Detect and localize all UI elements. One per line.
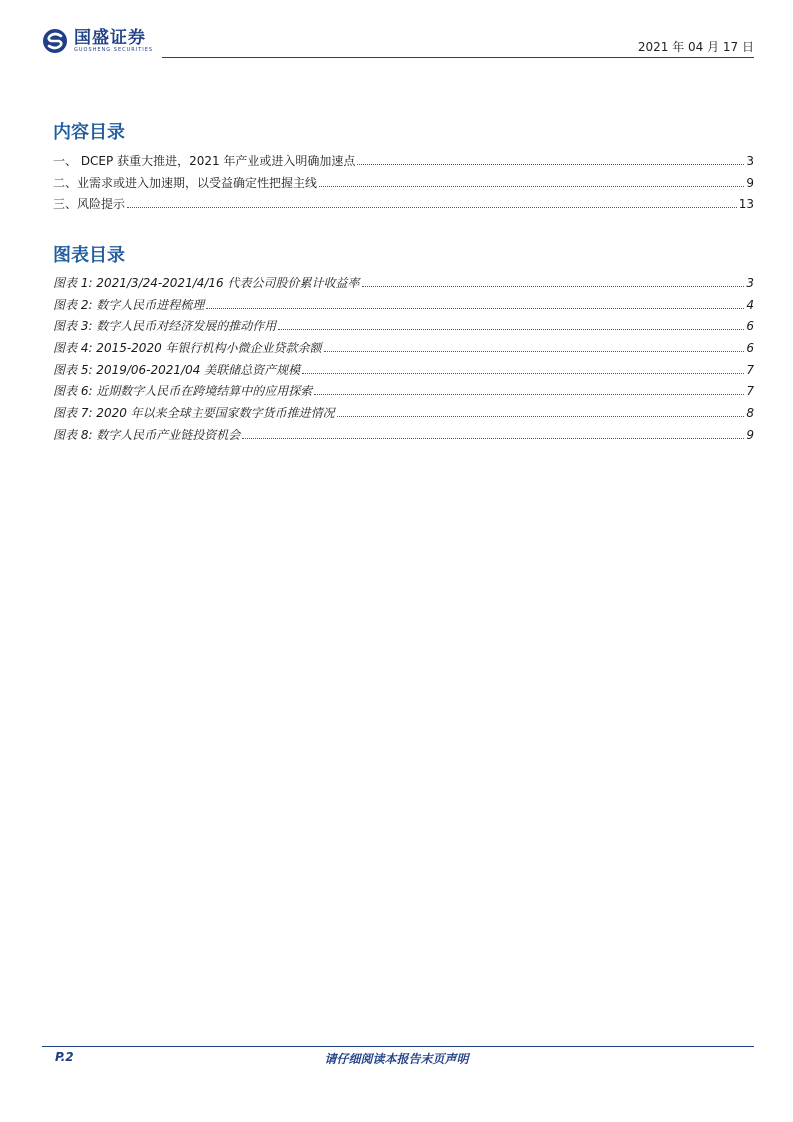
figure-item[interactable] [53,339,754,361]
figure-item[interactable] [53,426,754,448]
figure-item-page: 9 [746,427,754,442]
toc-item-label: 三、风险提示 [53,197,126,212]
leader-dots [362,277,745,287]
figure-item[interactable] [53,274,754,296]
figure-item[interactable] [53,404,754,426]
leader-dots [302,364,744,374]
leader-dots [337,407,745,417]
figure-item[interactable] [53,361,754,383]
leader-dots [314,385,744,395]
figures-list [53,274,754,448]
figure-item-page: 3 [746,276,754,290]
figure-item[interactable] [53,317,754,339]
leader-dots [278,320,744,330]
figure-item-label: 图表 4: 2015-2020 年银行机构小微企业贷款余额 [53,341,322,356]
contents-list [53,152,754,217]
report-date: 2021 年 04 月 17 日 [637,40,754,54]
leader-dots [242,429,744,439]
figure-item-page: 6 [746,319,754,334]
figure-item-label: 图表 2: 数字人民币进程梳理 [53,297,205,312]
leader-dots [319,177,744,187]
leader-dots [357,155,744,165]
figure-item-label: 图表 5: 2019/06-2021/04 美联储总资产规模 [53,362,301,377]
toc-item-page: 13 [738,197,754,212]
toc-item-label: 一、 DCEP 获重大推进，2021 年产业或进入明确加速点 [53,154,356,168]
company-logo [42,24,153,58]
figures-title: 图表目录 [53,245,125,266]
page-header [42,24,754,60]
logo-name: 国盛证券 [74,27,146,48]
toc-item-label: 二、业需求或进入加速期，以受益确定性把握主线 [53,175,318,190]
leader-dots [324,342,745,352]
figure-item[interactable] [53,296,754,318]
logo-mark-icon [42,28,68,54]
figure-item-label: 图表 1: 2021/3/24-2021/4/16 代表公司股价累计收益率 [53,276,360,290]
figure-item-label: 图表 8: 数字人民币产业链投资机会 [53,427,241,442]
figure-item-label: 图表 3: 数字人民币对经济发展的推动作用 [53,319,277,334]
toc-item[interactable] [53,195,754,217]
figure-item-page: 8 [746,406,754,421]
leader-dots [206,299,744,309]
disclaimer-note: 请仔细阅读本报告末页声明 [324,1052,469,1066]
contents-title: 内容目录 [53,122,125,143]
figure-item-page: 4 [746,297,754,312]
toc-item-page: 3 [746,154,754,168]
page-number: P.2 [55,1050,74,1064]
figure-item-page: 6 [746,341,754,356]
figure-item-label: 图表 7: 2020 年以来全球主要国家数字货币推进情况 [53,406,335,421]
figure-item-page: 7 [746,362,754,377]
logo-subtitle: GUOSHENG SECURITIES [74,46,154,53]
toc-item[interactable] [53,152,754,174]
toc-item[interactable] [53,174,754,196]
figure-item[interactable] [53,382,754,404]
toc-item-page: 9 [746,175,754,190]
footer-divider [42,1046,754,1047]
figure-item-page: 7 [746,384,754,399]
figure-item-label: 图表 6: 近期数字人民币在跨境结算中的应用探索 [53,384,313,399]
leader-dots [127,198,737,208]
header-divider [162,57,754,58]
